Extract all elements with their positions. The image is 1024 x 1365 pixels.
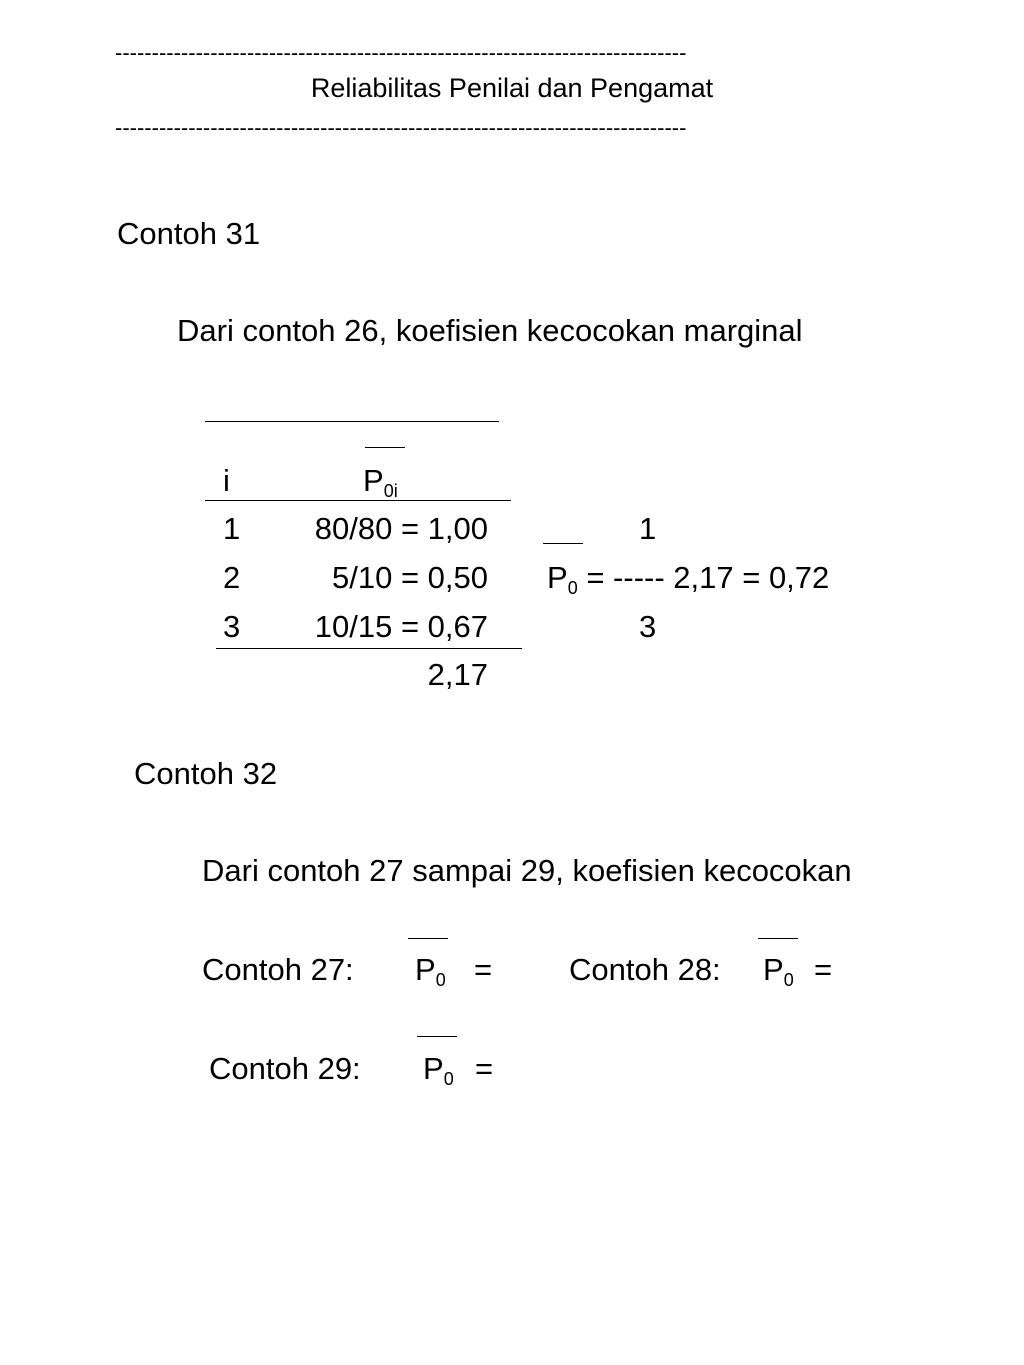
table-row-1-value: 80/80 = 1,00 xyxy=(314,511,488,546)
example-29-equals: = xyxy=(475,1051,494,1086)
formula-numerator: 1 xyxy=(639,511,657,546)
table-header-p: $P_{0i}$ xyxy=(363,463,398,501)
example-32-heading: Contoh 32 xyxy=(134,756,278,791)
table-row-3-value: 10/15 = 0,67 xyxy=(314,609,488,644)
formula-line: $P_0$ = ----- 2,17 = 0,72 xyxy=(547,560,830,598)
header-bottom-dashes: ------------------------------------------------------------------------------ xyxy=(115,115,687,140)
example-29-bar xyxy=(417,1036,457,1037)
table-top-rule xyxy=(205,421,499,422)
example-28-label: Contoh 28: xyxy=(569,952,721,987)
table-row-2-value: 5/10 = 0,50 xyxy=(332,560,488,595)
table-bottom-rule xyxy=(216,648,522,649)
example-31-heading: Contoh 31 xyxy=(117,216,261,251)
formula-denominator: 3 xyxy=(639,609,657,644)
table-row-2-i: 2 xyxy=(223,560,241,595)
table-row-3-i: 3 xyxy=(223,609,241,644)
example-31-intro: Dari contoh 26, koefisien kecocokan marginal xyxy=(177,313,803,348)
page-title: Reliabilitas Penilai dan Pengamat xyxy=(310,73,714,103)
example-27-equals: = xyxy=(474,952,493,987)
table-row-1-i: 1 xyxy=(223,511,241,546)
example-29-symbol: $P_0$ xyxy=(423,1051,454,1089)
example-27-symbol: $P_0$ xyxy=(415,952,446,990)
example-28-symbol: $P_0$ xyxy=(763,952,794,990)
table-total: 2,17 xyxy=(427,657,488,692)
example-28-bar xyxy=(758,938,798,939)
table-header-rule xyxy=(205,500,511,501)
example-29-label: Contoh 29: xyxy=(209,1051,361,1086)
example-32-intro: Dari contoh 27 sampai 29, koefisien kecocokan xyxy=(202,853,852,888)
example-27-label: Contoh 27: xyxy=(202,952,354,987)
example-28-equals: = xyxy=(814,952,833,987)
formula-p-bar xyxy=(543,543,583,544)
example-27-bar xyxy=(408,938,448,939)
table-header-i: i xyxy=(223,463,230,498)
table-p-bar xyxy=(365,447,405,448)
header-top-dashes: ------------------------------------------------------------------------------ xyxy=(115,40,687,65)
